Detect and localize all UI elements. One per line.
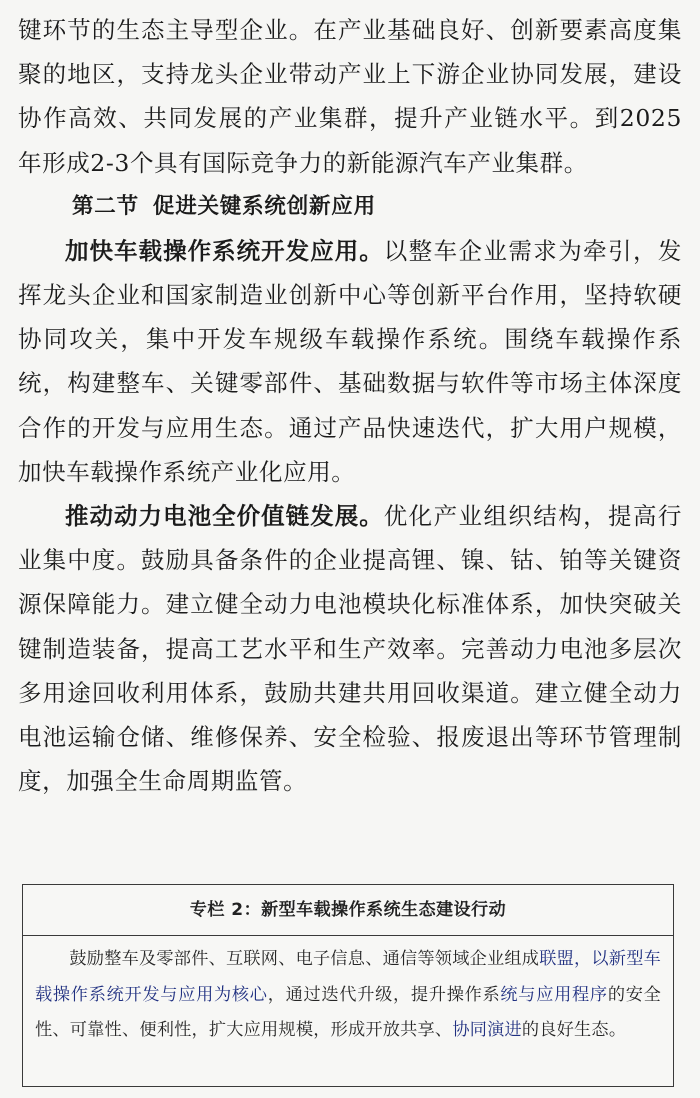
column-box-text-4: 的良好生态。: [521, 1020, 627, 1040]
section-number: 第二节: [72, 193, 139, 219]
paragraph-os: [18, 229, 682, 494]
column-box-title: 专栏 2：新型车载操作系统生态建设行动: [23, 885, 673, 936]
paragraph-os-body: 以整车企业需求为牵引，发挥龙头企业和国家制造业创新中心等创新平台作用，坚持软硬协同攻关，集中开发车规级车载操作系统。围绕车载操作系统，构建整车、关键零部件、基础数据与软件等市场主体深度合作的开发与应用生态。通过产品快速迭代，扩大用户规模，加快车载操作系统产业化应用。: [18, 236, 682, 486]
column-box-text-2: ，通过迭代升级，提升操作系: [267, 984, 501, 1005]
paragraph-battery-lead: 推动动力电池全价值链发展。: [65, 502, 384, 531]
section-heading: [18, 185, 682, 229]
paragraph-battery: [18, 494, 682, 803]
column-box-text-1: 鼓励整车及零部件、互联网、电子信息、通信等领域企业组成: [69, 949, 540, 969]
document-page: [0, 8, 700, 1098]
column-box-highlight-1: 联盟，以新型车载操作系统开发与应用为核心: [35, 949, 661, 1005]
column-box-highlight-3: 协同演进: [452, 1020, 522, 1040]
column-box: [22, 884, 674, 1087]
paragraph-battery-body: 优化产业组织结构，提高行业集中度。鼓励具备条件的企业提高锂、镍、钴、铂等关键资源保障能力。建立健全动力电池模块化标准体系，加快突破关键制造装备，提高工艺水平和生产效率。完善动力电池多层次多用途回收利用体系，鼓励共建共用回收渠道。建立健全动力电池运输仓储、维修保养、安全检验、报废退出等环节管理制度，加强全生命周期监管。: [18, 502, 682, 796]
column-box-text-3: 的安全性、可靠性、便利性，扩大应用规模，形成开放共享、: [35, 984, 661, 1040]
paragraph-os-lead: 加快车载操作系统开发应用。: [65, 236, 384, 265]
paragraph-continuation: 键环节的生态主导型企业。在产业基础良好、创新要素高度集聚的地区，支持龙头企业带动产业上下游企业协同发展，建设协作高效、共同发展的产业集群，提升产业链水平。到2025年形成2-3个具有国际竞争力的新能源汽车产业集群。: [18, 16, 682, 177]
column-box-body: [23, 936, 673, 1049]
column-box-highlight-2: 统与应用程序: [500, 984, 608, 1005]
section-title: 促进关键系统创新应用: [152, 193, 376, 219]
